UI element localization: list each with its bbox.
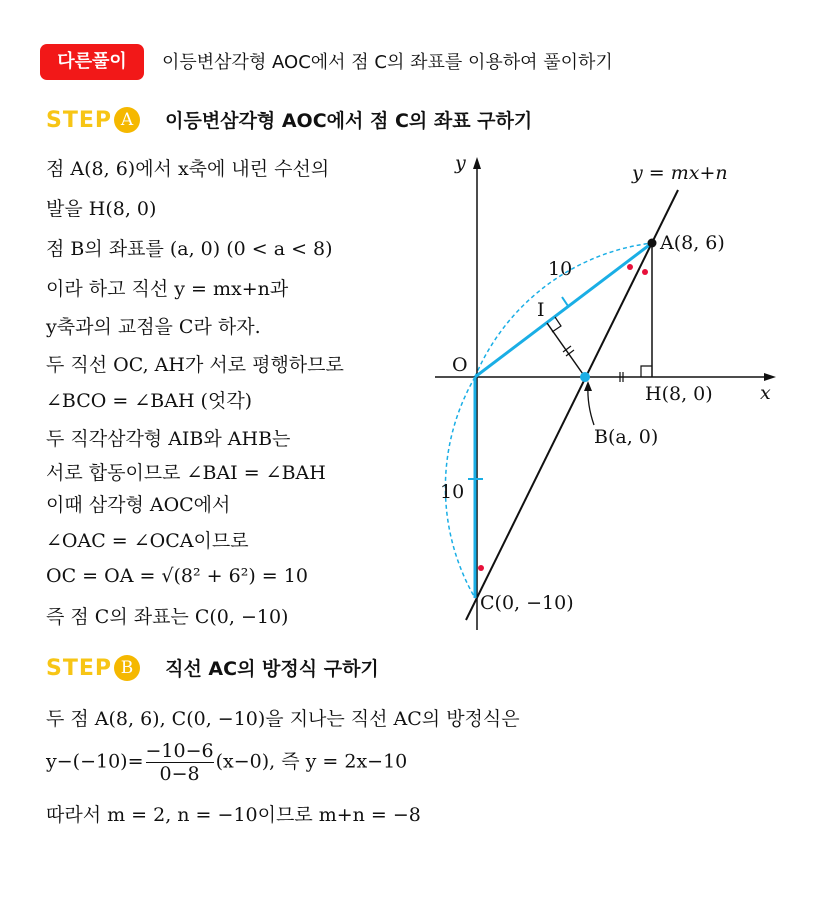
line-equation-label: y = mx+n bbox=[632, 162, 728, 184]
step-a-line: OC = OA = √(8² + 6²) = 10 bbox=[46, 565, 308, 587]
step-label: STEP bbox=[46, 108, 113, 133]
eq-right: (x−0), 즉 y = 2x−10 bbox=[215, 750, 408, 773]
step-a-line: 점 A(8, 6)에서 x축에 내린 수선의 bbox=[46, 158, 330, 180]
step-a-line: 즉 점 C의 좌표는 C(0, −10) bbox=[46, 606, 289, 628]
point-B-label: B(a, 0) bbox=[594, 426, 659, 448]
step-label: STEP bbox=[46, 656, 113, 681]
step-b-line-3: 따라서 m = 2, n = −10이므로 m+n = −8 bbox=[46, 804, 421, 826]
alt-solution-badge: 다른풀이 bbox=[40, 44, 144, 80]
step-a-line: 두 직선 OC, AH가 서로 평행하므로 bbox=[46, 354, 344, 376]
point-I-label: I bbox=[537, 299, 545, 321]
point-C-label: C(0, −10) bbox=[480, 592, 574, 614]
length-OC-label: 10 bbox=[440, 481, 465, 503]
line-mx-n bbox=[466, 190, 678, 620]
step-b-line-1: 두 점 A(8, 6), C(0, −10)을 지나는 직선 AC의 방정식은 bbox=[46, 708, 520, 730]
step-a-title: 이등변삼각형 AOC에서 점 C의 좌표 구하기 bbox=[165, 110, 533, 132]
step-a-line: ∠BCO = ∠BAH (엇각) bbox=[46, 390, 253, 412]
angle-mark-dot bbox=[642, 269, 648, 275]
step-a-line: 발을 H(8, 0) bbox=[46, 198, 157, 220]
point-B bbox=[580, 372, 590, 382]
angle-mark-dot bbox=[627, 264, 633, 270]
step-b-title: 직선 AC의 방정식 구하기 bbox=[165, 658, 379, 680]
step-letter-a: A bbox=[114, 107, 140, 133]
length-OA-label: 10 bbox=[548, 258, 573, 280]
step-a-line: 두 직각삼각형 AIB와 AHB는 bbox=[46, 428, 291, 450]
fraction-denominator: 0−8 bbox=[159, 763, 200, 785]
point-A bbox=[648, 239, 657, 248]
step-a-line: 서로 합동이므로 ∠BAI = ∠BAH bbox=[46, 462, 326, 484]
eq-left: y−(−10)= bbox=[46, 750, 144, 773]
step-a-line: ∠OAC = ∠OCA이므로 bbox=[46, 530, 249, 552]
tick-OA bbox=[562, 297, 568, 306]
step-a-line: 이라 하고 직선 y = mx+n과 bbox=[46, 278, 289, 300]
y-axis-label: y bbox=[455, 152, 466, 174]
step-a-line: 점 B의 좌표를 (a, 0) (0 < a < 8) bbox=[46, 238, 333, 260]
point-A-label: A(8, 6) bbox=[660, 232, 725, 254]
angle-mark-dot bbox=[478, 565, 484, 571]
step-a-line: y축과의 교점을 C라 하자. bbox=[46, 316, 261, 338]
alt-solution-subtitle: 이등변삼각형 AOC에서 점 C의 좌표를 이용하여 풀이하기 bbox=[162, 52, 613, 73]
point-H-label: H(8, 0) bbox=[645, 383, 713, 405]
step-letter-b: B bbox=[114, 655, 140, 681]
step-a-line: 이때 삼각형 AOC에서 bbox=[46, 494, 231, 516]
point-O-label: O bbox=[452, 354, 468, 376]
x-axis-label: x bbox=[760, 382, 771, 404]
x-axis-arrow-icon bbox=[764, 373, 776, 381]
right-angle-H bbox=[641, 366, 652, 377]
fraction-numerator: −10−6 bbox=[145, 740, 214, 762]
y-axis-arrow-icon bbox=[473, 157, 481, 169]
arrowhead-icon bbox=[584, 381, 592, 391]
